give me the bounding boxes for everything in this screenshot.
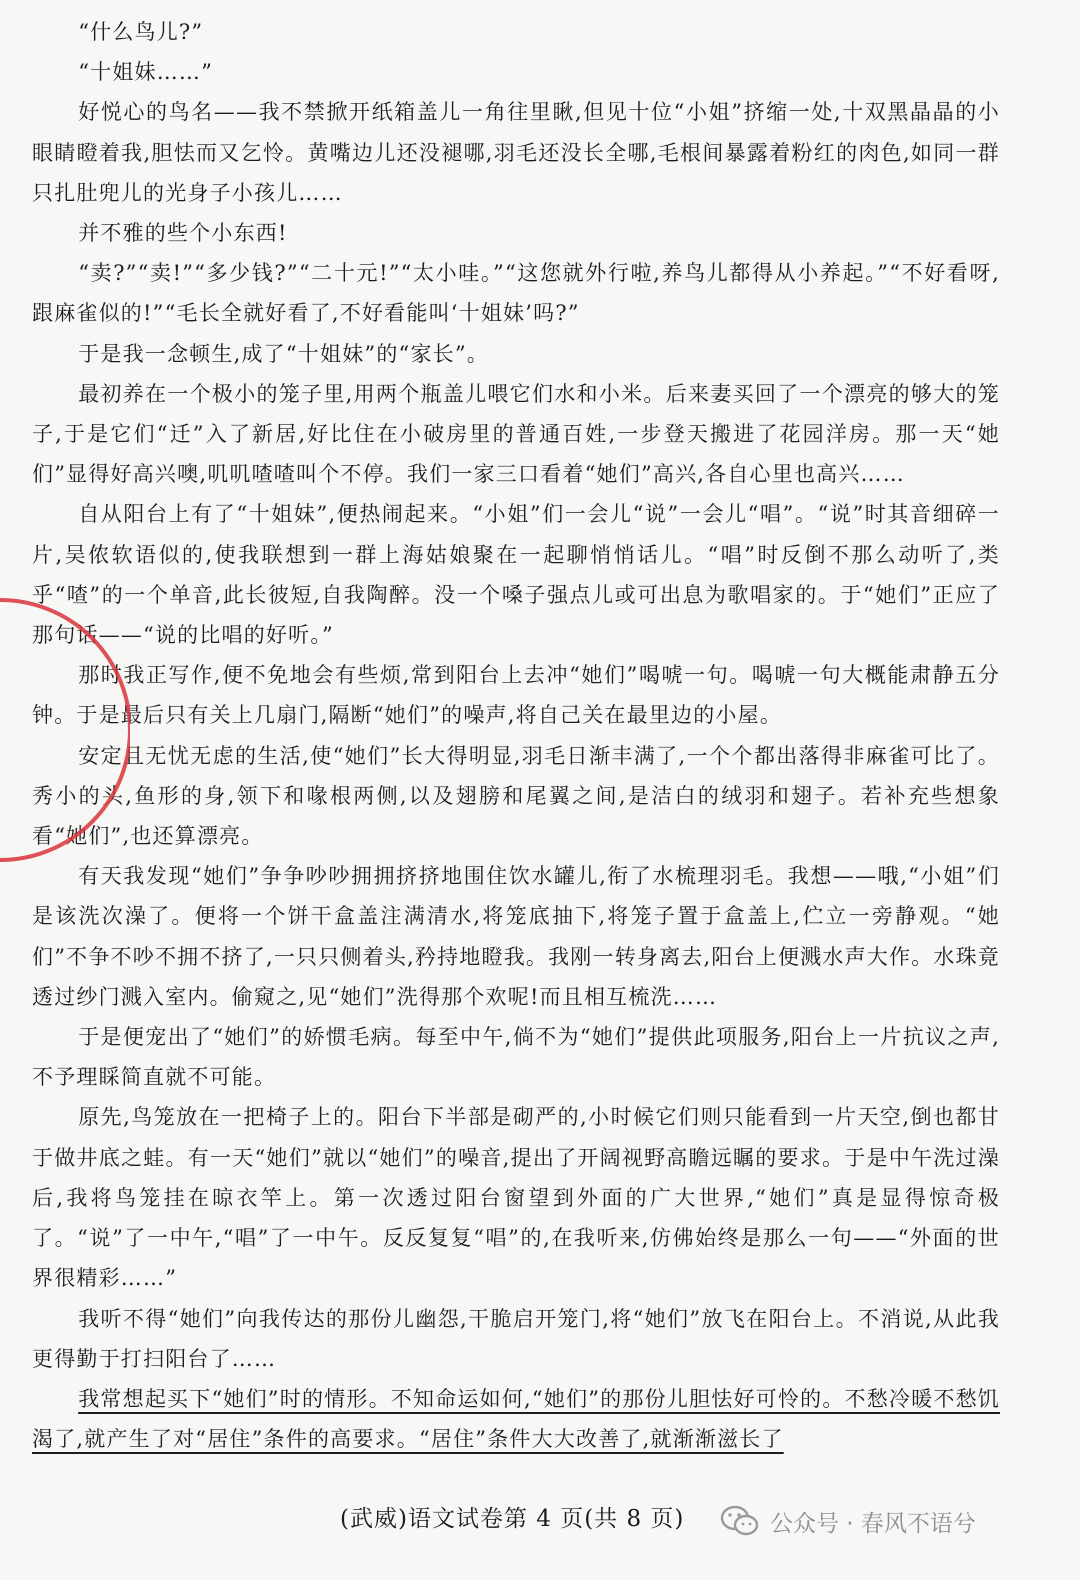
page-footer: [0, 1500, 1080, 1550]
paragraph: 并不雅的些个小东西!: [78, 221, 288, 246]
paragraph: 自从阳台上有了“十姐妹”,便热闹起来。“小姐”们一会儿“说”一会儿“唱”。“说”时其音细碎一片,吴侬软语似的,使我联想到一群上海姑娘聚在一起聊悄悄话儿。“唱”时反倒不那么动听了,类乎“喳”的一个单音,此长彼短,自我陶醉。没一个嗓子强点儿或可出息为歌唱家的。于“她们”正应了那句话——“说的比唱的好听。”: [32, 502, 1000, 648]
underlined-text: 我常想起买下“她们”时的情形。不知命运如何,“她们”的那份儿胆怯好可怜的。不愁冷暖不愁饥渴了,就产生了对“居住”条件的高要求。“居住”条件大大改善了,就渐渐滋长了: [32, 1386, 1000, 1452]
paragraph: 那时我正写作,便不免地会有些烦,常到阳台上去冲“她们”喝唬一句。喝唬一句大概能肃静五分钟。于是最后只有关上几扇门,隔断“她们”的噪声,将自己关在最里边的小屋。: [32, 663, 1000, 728]
paragraph: 安定且无忧无虑的生活,使“她们”长大得明显,羽毛日渐丰满了,一个个都出落得非麻雀可比了。秀小的头,鱼形的身,领下和喙根两侧,以及翅膀和尾翼之间,是洁白的绒羽和翅子。若补充些想象看“她们”,也还算漂亮。: [32, 743, 1000, 849]
paragraph: 有天我发现“她们”争争吵吵拥拥挤挤地围住饮水罐儿,衔了水梳理羽毛。我想——哦,“小姐”们是该洗次澡了。便将一个饼干盒盖注满清水,将笼底抽下,将笼子置于盒盖上,伫立一旁静观。“她们”不争不吵不拥不挤了,一只只侧着头,矜持地瞪我。我刚一转身离去,阳台上便溅水声大作。水珠竟透过纱门溅入室内。偷窥之,见“她们”洗得那个欢呢!而且相互梳洗……: [32, 864, 1000, 1009]
paragraph: 于是我一念顿生,成了“十姐妹”的“家长”。: [78, 341, 490, 366]
paragraph: “十姐妹……”: [78, 60, 214, 85]
wechat-icon: [720, 1504, 760, 1538]
paragraph: “卖?”“卖!”“多少钱?”“二十元!”“太小哇。”“这您就外行啦,养鸟儿都得从小养起。”“不好看呀,跟麻雀似的!”“毛长全就好看了,不好看能叫‘十姐妹’吗?”: [32, 261, 1000, 326]
footer-page-number: (武威)语文试卷第 4 页(共 8 页): [340, 1506, 685, 1532]
paragraph: 原先,鸟笼放在一把椅子上的。阳台下半部是砌严的,小时候它们则只能看到一片天空,倒也都甘于做井底之蛙。有一天“她们”就以“她们”的噪音,提出了开阔视野高瞻远瞩的要求。于是中午洗过澡后,我将鸟笼挂在晾衣竿上。第一次透过阳台窗望到外面的广大世界,“她们”真是显得惊奇极了。“说”了一中午,“唱”了一中午。反反复复“唱”的,在我听来,仿佛始终是那么一句——“外面的世界很精彩……”: [32, 1105, 1000, 1291]
article-text: [32, 12, 1000, 1459]
underlined-paragraph: [32, 1379, 1000, 1459]
paragraph: 好悦心的鸟名——我不禁掀开纸箱盖儿一角往里瞅,但见十位“小姐”挤缩一处,十双黑晶晶的小眼睛瞪着我,胆怯而又乞怜。黄嘴边儿还没褪哪,羽毛还没长全哪,毛根间暴露着粉红的肉色,如同一群只扎肚兜儿的光身子小孩儿……: [32, 100, 1000, 205]
paragraph: “什么鸟儿?”: [78, 20, 204, 44]
paragraph: 我听不得“她们”向我传达的那份儿幽怨,干脆启开笼门,将“她们”放飞在阳台上。不消说,从此我更得勤于打扫阳台了……: [32, 1306, 1000, 1371]
watermark-text: 公众号 · 春风不语兮: [770, 1510, 976, 1537]
paragraph: 最初养在一个极小的笼子里,用两个瓶盖儿喂它们水和小米。后来妻买回了一个漂亮的够大的笼子,于是它们“迁”入了新居,好比住在小破房里的普通百姓,一步登天搬进了花园洋房。那一天“她们”显得好高兴噢,叽叽喳喳叫个不停。我们一家三口看着“她们”高兴,各自心里也高兴……: [32, 381, 1000, 487]
paragraph: 于是便宠出了“她们”的娇惯毛病。每至中午,倘不为“她们”提供此项服务,阳台上一片抗议之声,不予理睬简直就不可能。: [32, 1025, 1000, 1090]
wechat-watermark: [720, 1504, 976, 1538]
